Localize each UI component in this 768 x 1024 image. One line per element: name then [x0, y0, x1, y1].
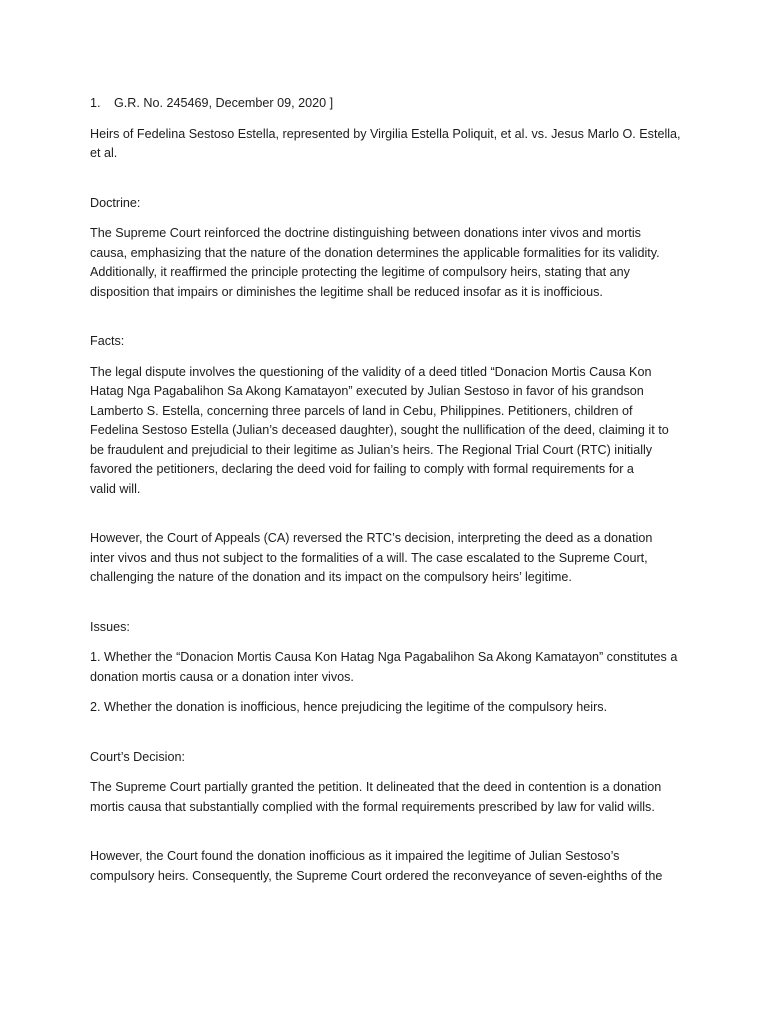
- facts-line: Hatag Nga Pagabalihon Sa Akong Kamatayon” executed by Julian Sestoso in favor of his grandson: [90, 384, 644, 398]
- issue-2: [90, 698, 690, 718]
- case-citation: [90, 94, 690, 114]
- facts-line: be fraudulent and prejudicial to their legitime as Julian’s heirs. The Regional Trial Court (RTC) initially: [90, 442, 653, 457]
- issues-heading: Issues:: [90, 619, 130, 634]
- doctrine-line: causa, emphasizing that the nature of the donation determines the applicable formalities for its validity.: [90, 245, 660, 260]
- facts-heading: Facts:: [90, 334, 125, 348]
- decision-line: However, the Court found the donation inofficious as it impaired the legitime of Julian Sestoso’s: [90, 849, 620, 863]
- facts-line: However, the Court of Appeals (CA) reversed the RTC’s decision, interpreting the deed as a donation: [90, 531, 653, 545]
- issue-line: donation mortis causa or a donation inter vivos.: [90, 669, 354, 684]
- facts-line: The legal dispute involves the questioning of the validity of a deed titled “Donacion Mortis Causa Kon: [90, 364, 652, 379]
- doctrine-line: Additionally, it reaffirmed the principle protecting the legitime of compulsory heirs, stating that any: [90, 265, 630, 279]
- doctrine-paragraph: [90, 224, 690, 302]
- facts-line: inter vivos and thus not subject to the formalities of a will. The case escalated to the Supreme Court,: [90, 550, 648, 565]
- case-number: 1.: [90, 96, 101, 110]
- facts-line: favored the petitioners, declaring the deed void for failing to comply with formal requirements for a: [90, 462, 634, 476]
- decision-heading: Court’s Decision:: [90, 749, 185, 764]
- decision-paragraph-1: [90, 778, 690, 817]
- facts-line: challenging the nature of the donation and its impact on the compulsory heirs’ legitime.: [90, 570, 572, 584]
- case-title-line: Heirs of Fedelina Sestoso Estella, represented by Virgilia Estella Poliquit, et al. vs. Jesus Marlo O. Estella,: [90, 126, 681, 141]
- doctrine-line: disposition that impairs or diminishes the legitime shall be reduced insofar as it is inofficious.: [90, 284, 603, 299]
- doctrine-line: The Supreme Court reinforced the doctrine distinguishing between donations inter vivos and mortis: [90, 226, 641, 240]
- facts-paragraph-1: [90, 363, 690, 500]
- facts-paragraph-2: [90, 529, 690, 588]
- document-page: [90, 94, 690, 886]
- decision-line: The Supreme Court partially granted the petition. It delineated that the deed in contention is a donation: [90, 780, 662, 794]
- decision-line: compulsory heirs. Consequently, the Supreme Court ordered the reconveyance of seven-eighths of the: [90, 868, 663, 883]
- issue-1: [90, 648, 690, 687]
- doctrine-heading: Doctrine:: [90, 195, 141, 210]
- issue-line: 2. Whether the donation is inofficious, hence prejudicing the legitime of the compulsory heirs.: [90, 700, 608, 714]
- facts-line: valid will.: [90, 481, 141, 496]
- case-citation-text: G.R. No. 245469, December 09, 2020 ]: [114, 96, 334, 110]
- case-title: [90, 125, 690, 164]
- facts-line: Lamberto S. Estella, concerning three parcels of land in Cebu, Philippines. Petitioners, children of: [90, 403, 633, 418]
- decision-paragraph-2: [90, 847, 690, 886]
- decision-line: mortis causa that substantially complied with the formal requirements prescribed by law for valid wills.: [90, 799, 655, 814]
- case-title-line: et al.: [90, 146, 118, 160]
- issue-line: 1. Whether the “Donacion Mortis Causa Kon Hatag Nga Pagabalihon Sa Akong Kamatayon” constitutes a: [90, 650, 678, 664]
- facts-line: Fedelina Sestoso Estella (Julian’s deceased daughter), sought the nullification of the deed, claiming it to: [90, 423, 669, 437]
